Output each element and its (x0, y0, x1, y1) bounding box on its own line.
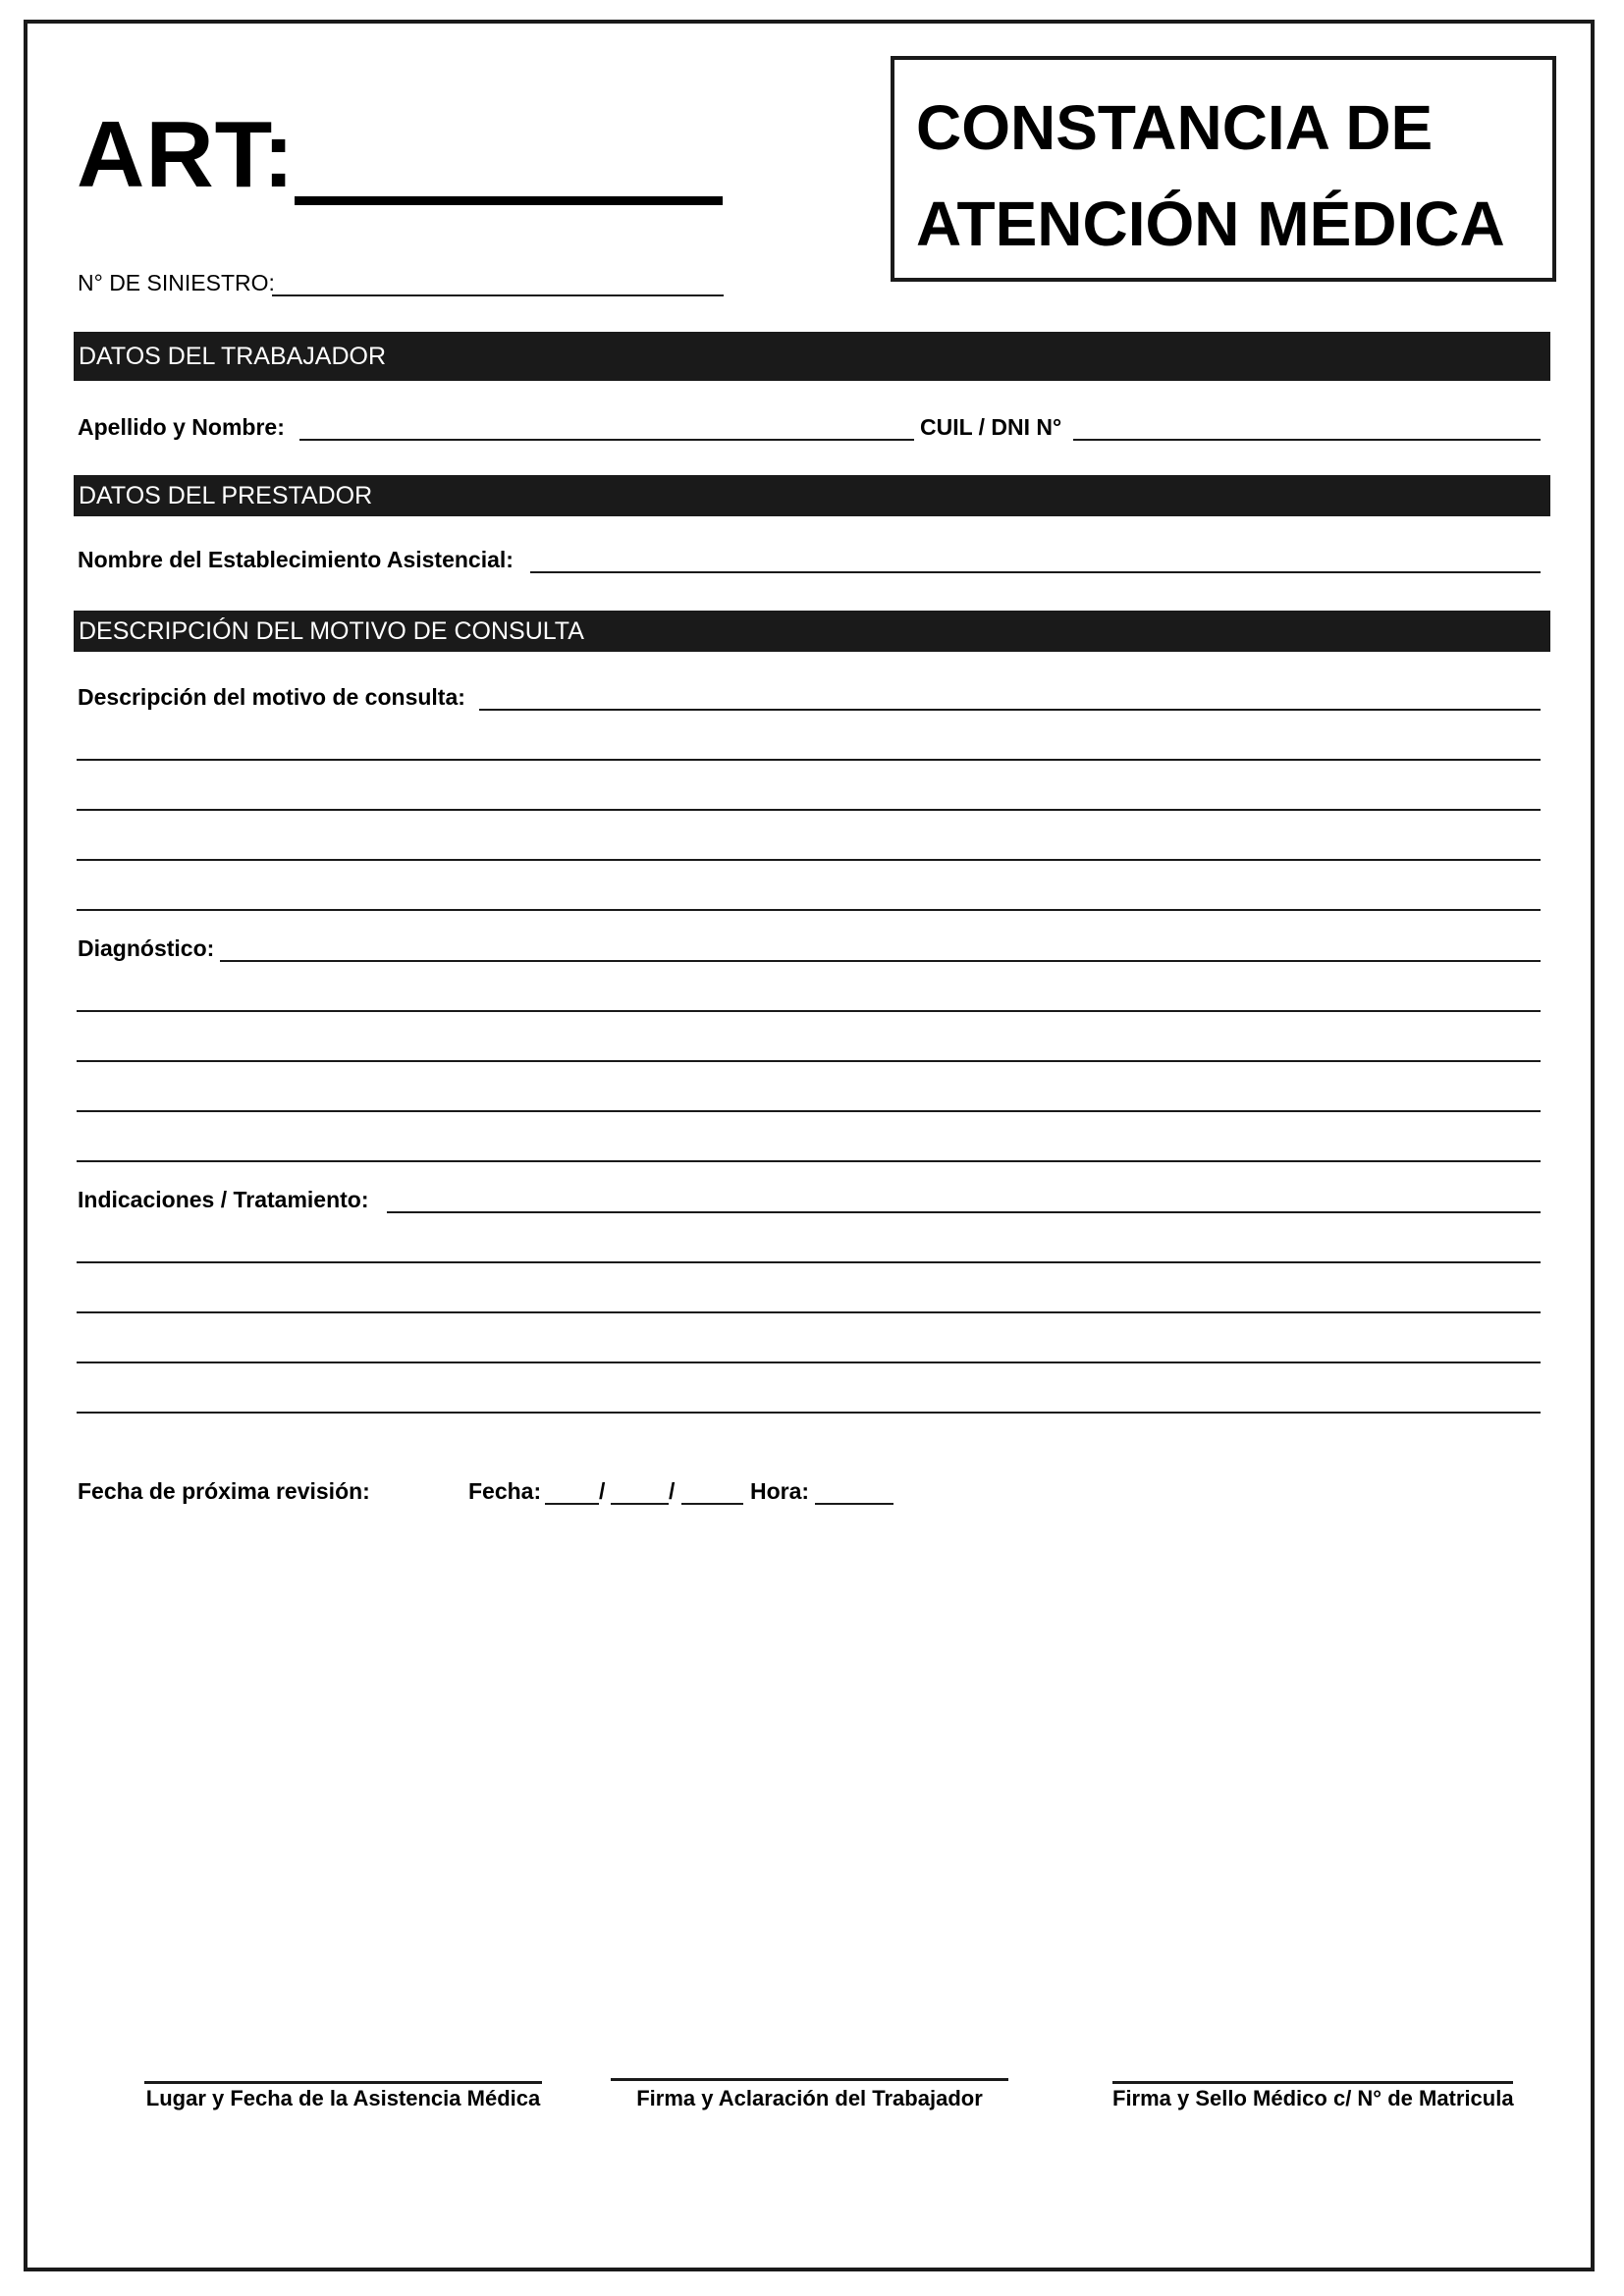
fecha-label: Fecha: (468, 1478, 542, 1504)
cuil-dni-input-line[interactable] (1073, 439, 1541, 441)
hora-input-line[interactable] (815, 1503, 893, 1505)
lugar-fecha-label: Lugar y Fecha de la Asistencia Médica (145, 2086, 541, 2110)
section-header-trabajador: DATOS DEL TRABAJADOR (74, 332, 1550, 381)
establecimiento-label: Nombre del Establecimiento Asistencial: (78, 547, 514, 572)
descripcion-label: Descripción del motivo de consulta: (78, 684, 465, 710)
hora-label: Hora: (750, 1478, 810, 1504)
firma-medico-signature-line[interactable] (1112, 2081, 1513, 2084)
fecha-slash: / (669, 1478, 676, 1504)
art-input-line[interactable] (295, 196, 723, 205)
descripcion-extra-line[interactable] (77, 859, 1541, 861)
siniestro-input-line[interactable] (272, 294, 724, 296)
diagnostico-extra-line[interactable] (77, 1060, 1541, 1062)
section-header-prestador: DATOS DEL PRESTADOR (74, 475, 1550, 516)
fecha-slash: / (599, 1478, 606, 1504)
apellido-nombre-label: Apellido y Nombre: (78, 414, 285, 440)
diagnostico-extra-line[interactable] (77, 1110, 1541, 1112)
indicaciones-extra-line[interactable] (77, 1412, 1541, 1414)
diagnostico-extra-line[interactable] (77, 1010, 1541, 1012)
fecha-month-line[interactable] (611, 1503, 669, 1505)
indicaciones-extra-line[interactable] (77, 1261, 1541, 1263)
firma-trabajador-label: Firma y Aclaración del Trabajador (636, 2086, 983, 2110)
indicaciones-label: Indicaciones / Tratamiento: (78, 1187, 369, 1212)
descripcion-extra-line[interactable] (77, 909, 1541, 911)
indicaciones-extra-line[interactable] (77, 1362, 1541, 1363)
title-box (891, 56, 1556, 282)
proxima-revision-label: Fecha de próxima revisión: (78, 1478, 370, 1504)
apellido-nombre-input-line[interactable] (299, 439, 914, 441)
fecha-day-line[interactable] (545, 1503, 599, 1505)
descripcion-extra-line[interactable] (77, 759, 1541, 761)
firma-medico-label: Firma y Sello Médico c/ N° de Matricula (1112, 2086, 1514, 2110)
section-header-motivo: DESCRIPCIÓN DEL MOTIVO DE CONSULTA (74, 611, 1550, 652)
lugar-fecha-signature-line[interactable] (144, 2081, 542, 2084)
fecha-year-line[interactable] (681, 1503, 743, 1505)
indicaciones-extra-line[interactable] (77, 1311, 1541, 1313)
indicaciones-input-line[interactable] (387, 1211, 1541, 1213)
diagnostico-extra-line[interactable] (77, 1160, 1541, 1162)
descripcion-input-line[interactable] (479, 709, 1541, 711)
diagnostico-label: Diagnóstico: (78, 935, 215, 961)
siniestro-label: N° DE SINIESTRO: (78, 270, 275, 295)
firma-trabajador-signature-line[interactable] (611, 2078, 1008, 2081)
descripcion-extra-line[interactable] (77, 809, 1541, 811)
diagnostico-input-line[interactable] (220, 960, 1541, 962)
art-label: ART: (77, 102, 296, 207)
cuil-dni-label: CUIL / DNI N° (920, 414, 1062, 440)
document-title: CONSTANCIA DE ATENCIÓN MÉDICA (916, 92, 1505, 259)
establecimiento-input-line[interactable] (530, 571, 1541, 573)
